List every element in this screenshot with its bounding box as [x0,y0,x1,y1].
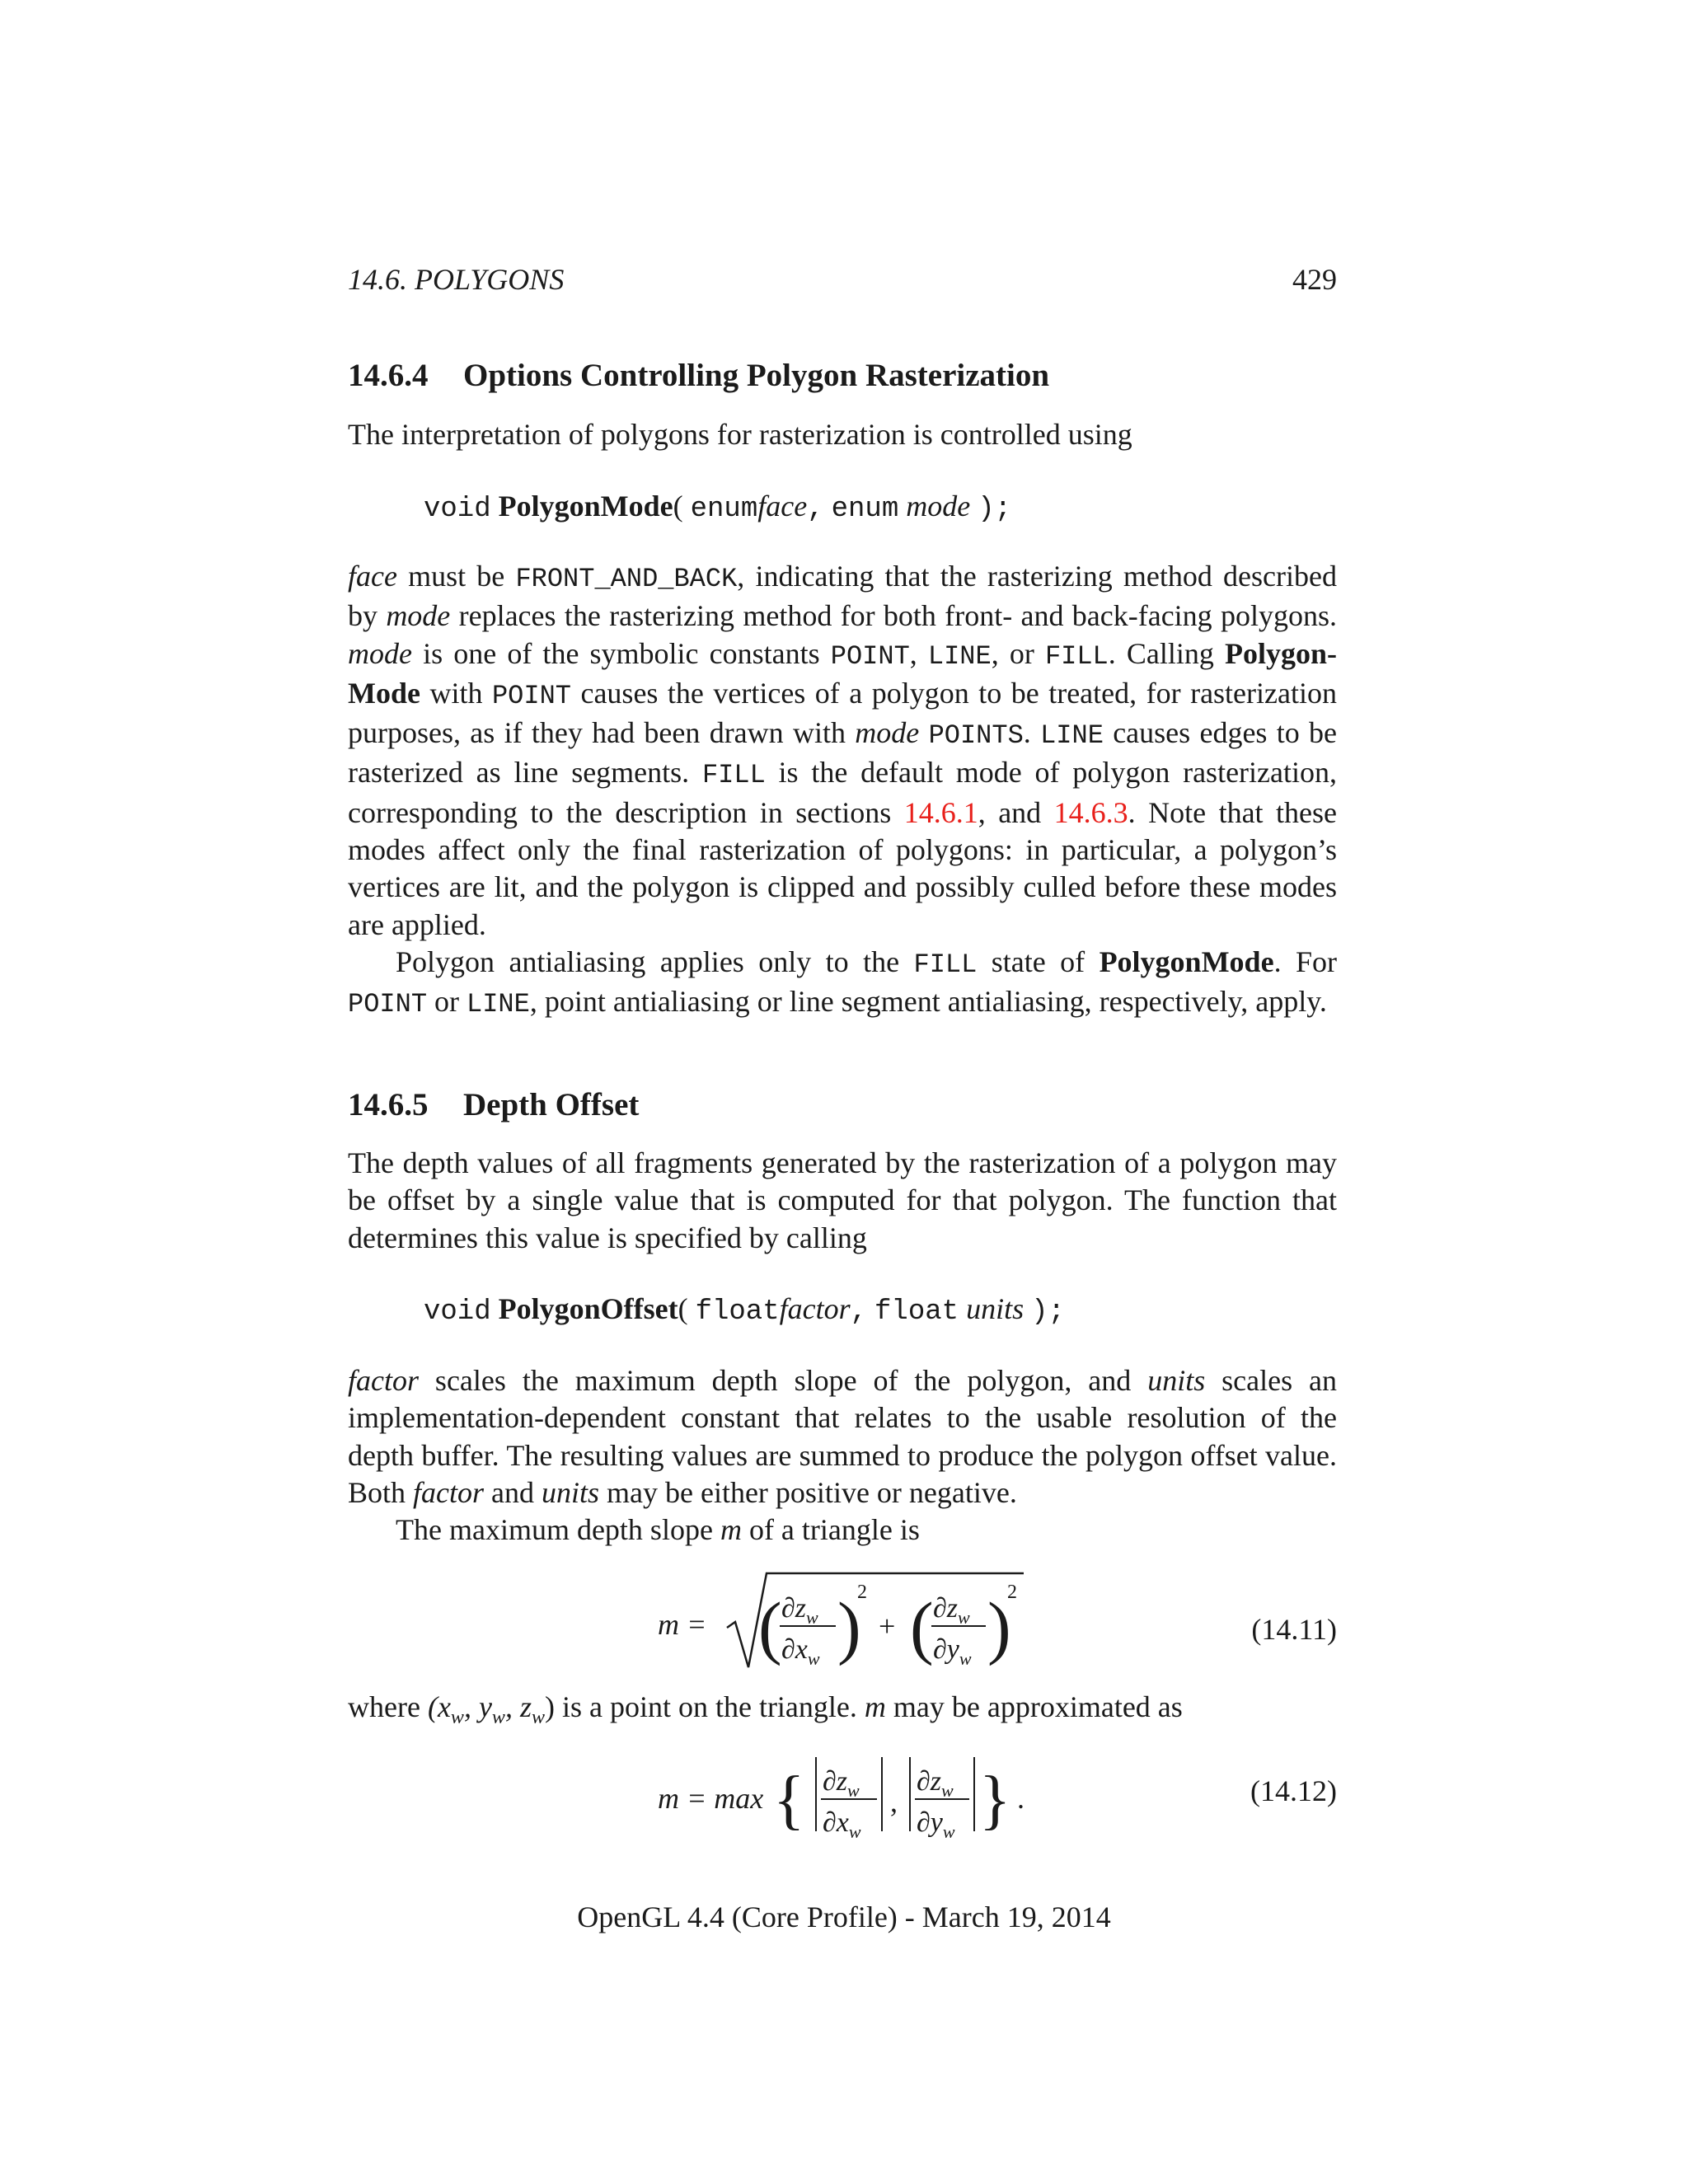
where-clause-sentence: where ($x_w$, $y_w$, $z_w$) is a point on the triangle. m may be approximated as [348,1690,1183,1729]
antialiasing-paragraph: Polygon antialiasing applies only to the FILL state of PolygonMode. For POINT or LINE, point antialiasing or line segment antialiasing, respectively, apply. [348,944,1337,1020]
param-name: factor [779,1292,851,1325]
max-depth-slope-sentence: The maximum depth slope m of a triangle is [396,1513,920,1547]
right-brace: } [979,1764,1011,1836]
param-name: face [757,490,808,523]
return-type: void [424,1296,491,1328]
right-paren: ) [987,1587,1011,1666]
return-type: void [424,494,491,525]
param-name: units [966,1292,1025,1325]
function-prototype-polygonmode [424,489,1011,525]
equation-14-11 [643,1570,1039,1677]
polygonmode-description-paragraph: face must be FRONT_AND_BACK, indicating that the rasterizing method described by mode replaces the rasterizing method for both front- and back-facing polygons. mode is one of the symbolic constants POINT, LINE, or FILL. Calling Polygon-Mode with POINT causes the vertices of a polygon to be treated, for rasterization purposes, as if they had been drawn with mode POINTS. LINE causes edges to be rasterized as line segments. FILL is the default mode of polygon rasterization, corresponding to the description in sections 14.6.1, and 14.6.3. Note that these modes affect only the final rasterization of polygons: in particular, a polygon’s vertices are lit, and the polygon is clipped and possibly culled before these modes are applied. Polygon antialiasing applies only to the FILL state of PolygonMode. For POINT or LINE, point antialiasing or line segment antialiasing, respectively, apply. [348,558,1337,1024]
depth-offset-intro-paragraph: The depth values of all fragments generated by the rasterization of a polygon may be offset by a single value that is computed for that polygon. The function that determines this value is specified by calling [348,1146,1337,1254]
numerator: $\partial z_w$ [917,1766,954,1801]
section-heading-14-6-5 [348,1086,639,1123]
param-separator: , [850,1296,868,1328]
param-type: float [874,1296,959,1328]
left-paren: ( [910,1587,934,1666]
close-paren: ); [978,494,1012,525]
page-number: 429 [1292,263,1337,296]
open-paren: ( [673,490,683,523]
denominator: $\partial x_w$ [823,1807,861,1842]
numerator: $\partial z_w$ [933,1593,970,1628]
section-heading-14-6-4 [348,357,1049,394]
section-link-14-6-3[interactable]: 14.6.3 [1053,795,1128,829]
running-header-title: 14.6. POLYGONS [348,263,565,296]
equation-number-14-11: (14.11) [1251,1613,1337,1646]
denominator: $\partial y_w$ [933,1634,972,1669]
numerator: $\partial z_w$ [781,1593,818,1628]
param-type: float [695,1296,780,1328]
section-number: 14.6.4 [348,358,429,393]
section-link-14-6-1[interactable]: 14.6.1 [903,795,978,829]
function-name: PolygonMode [498,490,673,523]
section-intro-paragraph: The interpretation of polygons for rasterization is controlled using [348,418,1132,451]
page-footer: OpenGL 4.4 (Core Profile) - March 19, 2014 [577,1900,1111,1933]
eq-lhs: m = max [658,1782,764,1815]
section-number: 14.6.5 [348,1087,429,1122]
param-separator: , [807,494,824,525]
eq-lhs: m = [658,1608,707,1641]
left-brace: { [773,1764,805,1836]
param-type: enum [690,494,758,525]
equation-14-12 [643,1746,1055,1844]
numerator: $\partial z_w$ [823,1766,860,1801]
exponent: 2 [857,1582,867,1603]
equation-number-14-12: (14.12) [1250,1774,1337,1807]
exponent: 2 [1007,1582,1017,1603]
function-prototype-polygonoffset [424,1291,1065,1328]
denominator: $\partial x_w$ [781,1634,820,1669]
section-title: Depth Offset [463,1087,640,1122]
denominator: $\partial y_w$ [917,1807,955,1842]
param-name: mode [906,490,971,523]
period: . [1017,1782,1025,1815]
polygonoffset-description-paragraph: factor scales the maximum depth slope of the polygon, and units scales an implementation-dependent constant that relates to the usable resolution of the depth buffer. The resulting values are summed to produce the polygon offset value. Both factor and units may be either positive or negative. The maximum depth slope m of a triangle is [348,1362,1337,1549]
param-type: enum [831,494,899,525]
open-paren: ( [678,1292,688,1325]
left-paren: ( [758,1587,782,1666]
plus-sign: + [879,1610,896,1643]
section-title: Options Controlling Polygon Rasterization [463,358,1050,393]
comma: , [890,1785,898,1818]
right-paren: ) [837,1587,861,1666]
close-paren: ); [1031,1296,1065,1328]
function-name: PolygonOffset [498,1292,678,1325]
